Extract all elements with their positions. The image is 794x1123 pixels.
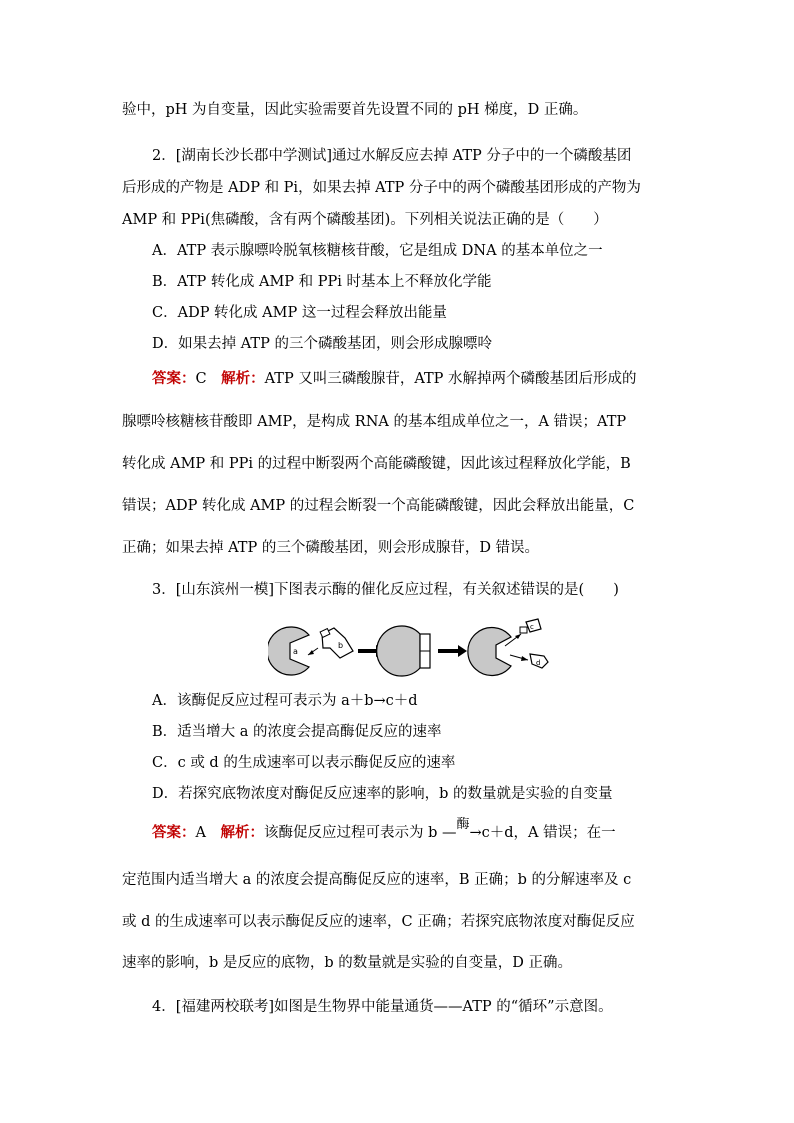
- question-2-stem: 后形成的产物是 ADP 和 Pi，如果去掉 ATP 分子中的两个磷酸基团形成的产物为: [122, 180, 641, 196]
- question-2-stem: AMP 和 PPi(焦磷酸，含有两个磷酸基团)。下列相关说法正确的是（ ）: [122, 212, 608, 228]
- answer-letter: C: [195, 371, 207, 387]
- answer-label: 答案：: [152, 370, 196, 387]
- question-3-stem: 3．[山东滨州一模]下图表示酶的催化反应过程，有关叙述错误的是( ): [152, 582, 619, 598]
- analysis-text: 腺嘌呤核糖核苷酸即 AMP，是构成 RNA 的基本组成单位之一，A 错误；ATP: [122, 414, 627, 430]
- analysis-text: →c＋d，A 错误；在一: [469, 825, 616, 841]
- answer-2-line: [152, 369, 637, 389]
- product-c-shape: [520, 619, 541, 633]
- text-line: 验中，pH 为自变量，因此实验需要首先设置不同的 pH 梯度，D 正确。: [122, 102, 588, 118]
- analysis-text: 或 d 的生成速率可以表示酶促反应的速率，C 正确；若探究底物浓度对酶促反应: [122, 914, 635, 930]
- analysis-label: 解析：: [205, 824, 264, 841]
- answer-3-line: [152, 817, 616, 844]
- answer-label: 答案：: [152, 824, 196, 841]
- analysis-label: 解析：: [206, 370, 265, 387]
- question-2-stem: 2．[湖南长沙长郡中学测试]通过水解反应去掉 ATP 分子中的一个磷酸基团: [152, 148, 632, 164]
- question-3-option-d: D．若探究底物浓度对酶促反应速率的影响，b 的数量就是实验的自变量: [152, 786, 613, 802]
- analysis-text: 该酶促反应过程可表示为 b —: [263, 825, 457, 841]
- label-b: b: [338, 641, 344, 650]
- analysis-text: ATP 又叫三磷酸腺苷，ATP 水解掉两个磷酸基团后形成的: [264, 371, 637, 387]
- label-d: d: [536, 659, 541, 667]
- analysis-text: 转化成 AMP 和 PPi 的过程中断裂两个高能磷酸键，因此该过程释放化学能，B: [122, 456, 631, 472]
- product-d-shape: [530, 654, 548, 668]
- enzyme-reaction-diagram: [268, 618, 558, 680]
- analysis-text: 正确；如果去掉 ATP 的三个磷酸基团，则会形成腺苷，D 错误。: [122, 540, 540, 556]
- label-a: a: [293, 647, 298, 656]
- enzyme-a-shape: [268, 627, 309, 675]
- question-3-option-a: A．该酶促反应过程可表示为 a＋b→c＋d: [152, 693, 418, 709]
- enzyme-free-shape: [468, 628, 511, 676]
- analysis-text: 定范围内适当增大 a 的浓度会提高酶促反应的速率，B 正确；b 的分解速率及 c: [122, 872, 632, 888]
- question-2-option-c: C．ADP 转化成 AMP 这一过程会释放出能量: [152, 305, 447, 321]
- enzyme-substrate-complex-shape: [377, 626, 430, 676]
- answer-letter: A: [195, 825, 206, 841]
- question-3-option-c: C．c 或 d 的生成速率可以表示酶促反应的速率: [152, 755, 456, 771]
- label-c: c: [530, 623, 534, 631]
- question-4-stem: 4．[福建两校联考]如图是生物界中能量通货——ATP 的“循环”示意图。: [152, 999, 613, 1015]
- analysis-text: 速率的影响，b 是反应的底物，b 的数量就是实验的自变量，D 正确。: [122, 955, 573, 971]
- substrate-b-shape: [320, 628, 353, 658]
- question-2-option-d: D．如果去掉 ATP 的三个磷酸基团，则会形成腺嘌呤: [152, 336, 492, 352]
- analysis-text: 错误；ADP 转化成 AMP 的过程会断裂一个高能磷酸键，因此会释放出能量，C: [122, 498, 635, 514]
- question-2-option-a: A．ATP 表示腺嘌呤脱氧核糖核苷酸，它是组成 DNA 的基本单位之一: [152, 243, 603, 259]
- enzyme-label: 酶: [456, 817, 470, 832]
- question-2-option-b: B．ATP 转化成 AMP 和 PPi 时基本上不释放化学能: [152, 274, 492, 290]
- question-3-option-b: B．适当增大 a 的浓度会提高酶促反应的速率: [152, 724, 442, 740]
